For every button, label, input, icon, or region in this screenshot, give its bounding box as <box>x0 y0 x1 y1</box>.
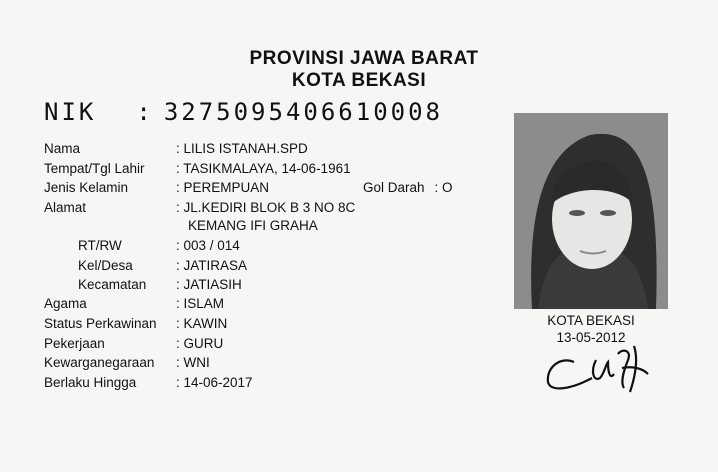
field-value: : WNI <box>176 355 210 370</box>
field-gol-darah <box>363 178 453 197</box>
field-value: : JL.KEDIRI BLOK B 3 NO 8C <box>176 200 356 215</box>
field-label: Status Perkawinan <box>44 316 157 331</box>
field-label: Agama <box>44 296 87 311</box>
portrait-photo <box>514 113 668 309</box>
signature-icon <box>540 344 655 404</box>
nik-value: 3275095406610008 <box>163 98 443 126</box>
field-label: Kel/Desa <box>78 258 133 273</box>
field-value: : 003 / 014 <box>176 238 240 253</box>
field-label: Tempat/Tgl Lahir <box>44 161 145 176</box>
city-title: KOTA BEKASI <box>291 70 427 91</box>
field-value: : ISLAM <box>176 296 225 311</box>
field-value: : PEREMPUAN <box>176 180 270 195</box>
field-label: Gol Darah <box>363 180 425 195</box>
field-value: : LILIS ISTANAH.SPD <box>176 141 308 156</box>
field-label: Nama <box>44 141 81 156</box>
field-value: : KAWIN <box>176 316 228 331</box>
nik-label: NIK <box>44 98 97 126</box>
issue-place: KOTA BEKASI <box>547 313 635 328</box>
field-label: Pekerjaan <box>44 336 105 351</box>
field-value: : JATIASIH <box>176 277 242 292</box>
field-value: : 14-06-2017 <box>176 375 253 390</box>
field-label: Jenis Kelamin <box>44 180 129 195</box>
field-value: KEMANG IFI GRAHA <box>188 218 318 233</box>
issue-block <box>514 312 668 346</box>
nik-line <box>44 98 443 126</box>
field-value: : O <box>434 180 453 195</box>
card-header <box>0 48 718 92</box>
field-label: Alamat <box>44 200 87 215</box>
field-value: : JATIRASA <box>176 258 248 273</box>
field-value: : TASIKMALAYA, 14-06-1961 <box>176 161 351 176</box>
field-label: Kecamatan <box>78 277 147 292</box>
nik-separator: : <box>136 98 154 126</box>
field-label: Kewarganegaraan <box>44 355 155 370</box>
province-title: PROVINSI JAWA BARAT <box>249 48 479 69</box>
field-label: RT/RW <box>78 238 122 253</box>
field-label: Berlaku Hingga <box>44 375 137 390</box>
issue-date: 13-05-2012 <box>556 330 626 345</box>
field-value: : GURU <box>176 336 224 351</box>
